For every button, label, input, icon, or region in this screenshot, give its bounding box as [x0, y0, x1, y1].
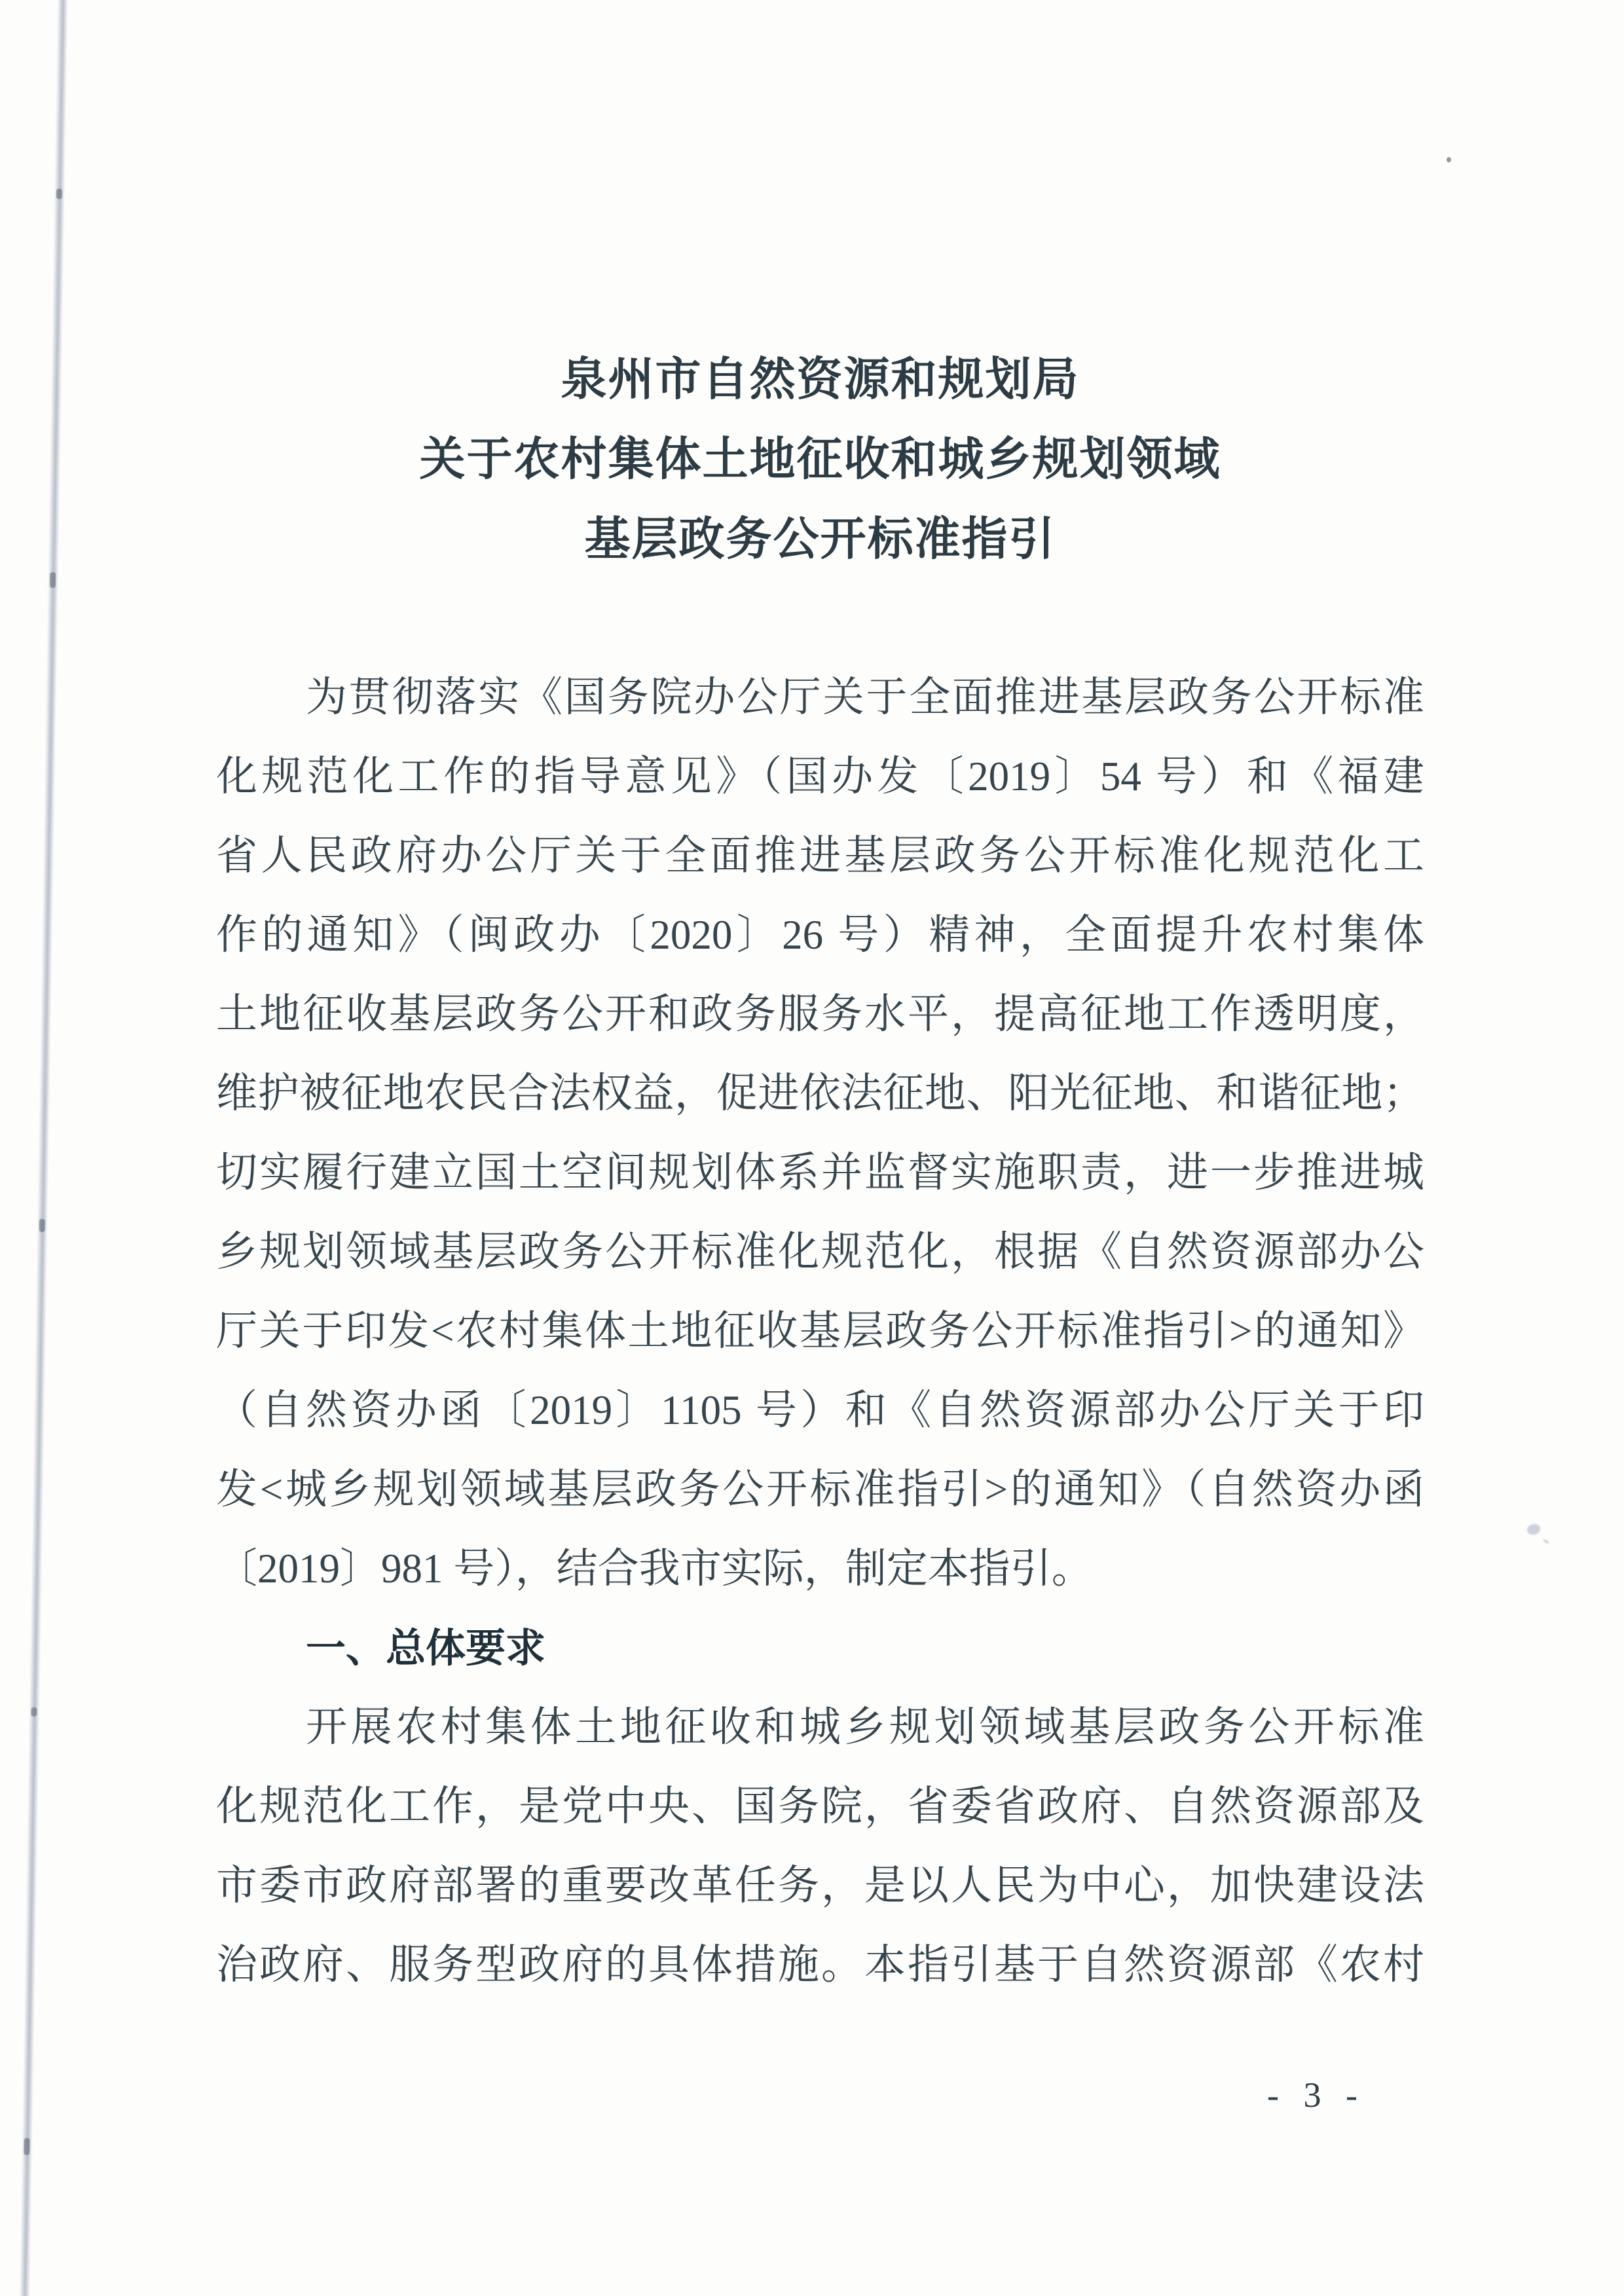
- scan-smudge: [24, 2138, 29, 2155]
- body-line: 〔2019〕981 号），结合我市实际，制定本指引。: [216, 1546, 1093, 1592]
- body-line: 化规范化工作，是党中央、国务院，省委省政府、自然资源部及: [216, 1783, 1424, 1829]
- title-line-3: 基层政务公开标准指引: [584, 515, 1056, 565]
- scan-smudge: [50, 572, 56, 588]
- body-line: 作的通知》（闽政办〔2020〕26 号）精神，全面提升农村集体: [216, 912, 1424, 958]
- ink-smudge: [1542, 1539, 1549, 1545]
- body-line: 维护被征地农民合法权益，促进依法征地、阳光征地、和谐征地；: [216, 1070, 1424, 1116]
- scan-smudge: [56, 189, 62, 199]
- body-line: 市委市政府部署的重要改革任务，是以人民为中心，加快建设法: [216, 1863, 1424, 1908]
- body-line: 省人民政府办公厅关于全面推进基层政务公开标准化规范化工: [216, 833, 1424, 879]
- body-line: 开展农村集体土地征收和城乡规划领域基层政务公开标准: [306, 1704, 1424, 1750]
- section-heading-1: 一、总体要求: [306, 1626, 546, 1670]
- document-body: [216, 658, 1424, 2005]
- scan-fold-artifact: [19, 0, 68, 2296]
- body-line: （自然资办函〔2019〕1105 号）和《自然资源部办公厅关于印: [216, 1387, 1424, 1433]
- scan-smudge: [39, 1219, 45, 1232]
- body-line: 发<城乡规划领域基层政务公开标准指引>的通知》（自然资办函: [216, 1467, 1424, 1512]
- body-line: 厅关于印发<农村集体土地征收基层政务公开标准指引>的通知》: [216, 1308, 1424, 1354]
- body-line: 乡规划领域基层政务公开标准化规范化，根据《自然资源部办公: [216, 1229, 1424, 1275]
- body-line: 为贯彻落实《国务院办公厅关于全面推进基层政务公开标准: [306, 674, 1424, 720]
- ink-smudge: [1527, 1524, 1540, 1535]
- body-line: 切实履行建立国土空间规划体系并监督实施职责，进一步推进城: [216, 1150, 1424, 1195]
- scan-smudge: [31, 1707, 37, 1717]
- body-line: 土地征收基层政务公开和政务服务水平，提高征地工作透明度，: [216, 991, 1424, 1037]
- title-line-1: 泉州市自然资源和规划局: [561, 355, 1080, 405]
- document-title: [216, 340, 1424, 580]
- ink-speck: [1447, 157, 1451, 162]
- page-number: - 3 -: [1267, 2075, 1365, 2115]
- title-line-2: 关于农村集体土地征收和城乡规划领域: [419, 435, 1221, 485]
- body-line: 化规范化工作的指导意见》（国办发〔2019〕54 号）和《福建: [216, 754, 1424, 799]
- body-line: 治政府、服务型政府的具体措施。本指引基于自然资源部《农村: [216, 1942, 1424, 1988]
